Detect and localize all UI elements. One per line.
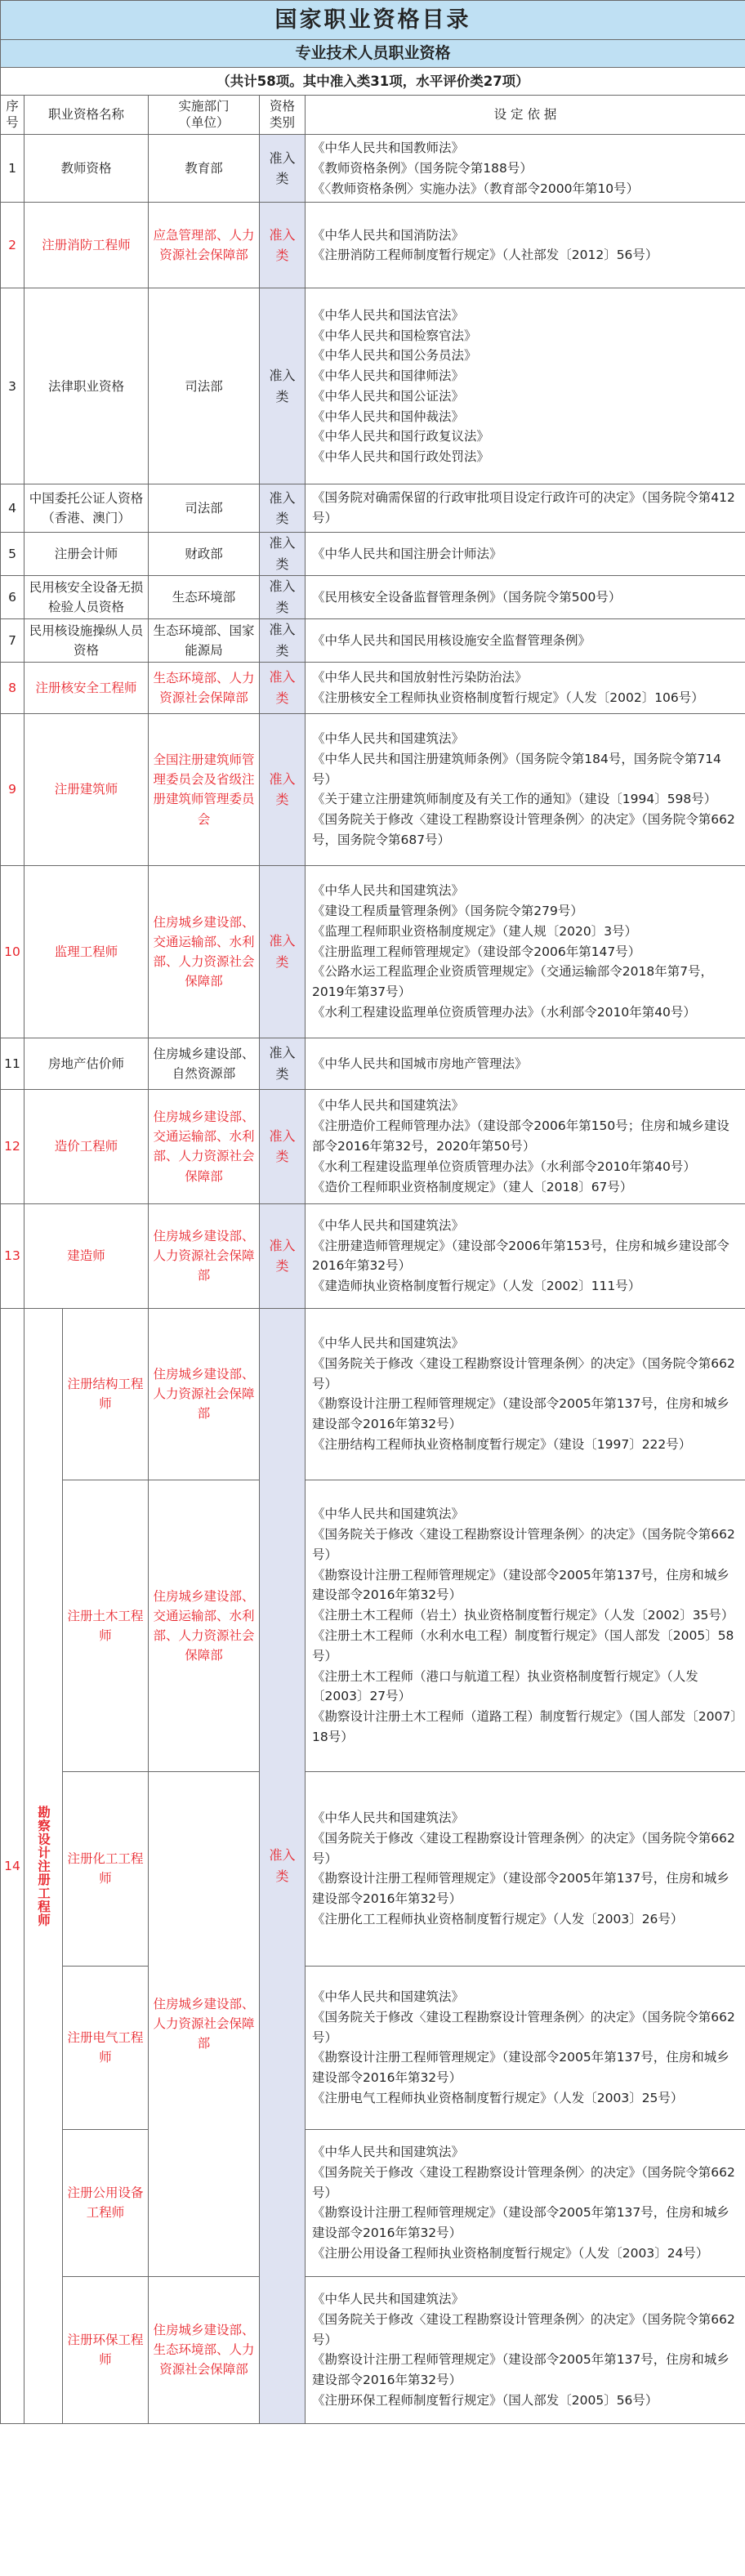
basis-line: 《〈教师资格条例〉实施办法》（教育部令2000年第10号） — [312, 181, 640, 196]
basis-line: 《国务院关于修改〈建设工程勘察设计管理条例〉的决定》（国务院令第662号） — [312, 2009, 735, 2045]
table-row — [1, 865, 745, 1038]
implementing-dept: 生态环境部 — [149, 575, 260, 618]
row-number: 14 — [1, 1308, 25, 2423]
header-no: 序 号 — [1, 96, 25, 135]
table-row — [1, 2129, 745, 2276]
basis-line: 《注册化工工程师执业资格制度暂行规定》（人发〔2003〕26号） — [312, 1912, 684, 1927]
qualification-name: 房地产估价师 — [25, 1038, 149, 1089]
table-row — [1, 662, 745, 713]
implementing-dept: 生态环境部、人力资源社会保障部 — [149, 662, 260, 713]
header-type: 资格 类别 — [260, 96, 306, 135]
table-row — [1, 618, 745, 662]
basis-cell — [306, 2129, 745, 2276]
table-row — [1, 2276, 745, 2423]
basis-line: 《国务院关于修改〈建设工程勘察设计管理条例〉的决定》（国务院令第662号） — [312, 1355, 735, 1391]
basis-line: 《国务院关于修改〈建设工程勘察设计管理条例〉的决定》（国务院令第662号） — [312, 1527, 735, 1562]
header-dept: 实施部门 （单位） — [149, 96, 260, 135]
basis-line: 《注册建造师管理规定》（建设部令2006年第153号，住房和城乡建设部令2016年第32号） — [312, 1238, 729, 1274]
basis-line: 《中华人民共和国建筑法》 — [312, 1217, 465, 1233]
basis-line: 《水利工程建设监理单位资质管理办法》（水利部令2010年第40号） — [312, 1004, 696, 1020]
implementing-dept: 应急管理部、人力资源社会保障部 — [149, 203, 260, 288]
basis-line: 《建设工程质量管理条例》（国务院令第279号） — [312, 903, 583, 918]
basis-line: 《注册造价工程师管理办法》（建设部令2006年第150号；住房和城乡建设部令2016年第32号，2020年第50号） — [312, 1118, 729, 1154]
qualification-name: 民用核安全设备无损检验人员资格 — [25, 575, 149, 618]
implementing-dept: 司法部 — [149, 484, 260, 533]
qualification-name: 注册建筑师 — [25, 713, 149, 865]
table-row — [1, 1038, 745, 1089]
basis-line: 《民用核安全设备监督管理条例》（国务院令第500号） — [312, 589, 622, 605]
row-number: 6 — [1, 575, 25, 618]
table-row — [1, 532, 745, 575]
basis-line: 《建造师执业资格制度暂行规定》（人发〔2002〕111号） — [312, 1279, 641, 1294]
qualification-type: 准入类 — [260, 618, 306, 662]
basis-line: 《中华人民共和国城市房地产管理法》 — [312, 1056, 528, 1071]
header-basis: 设 定 依 据 — [306, 96, 745, 135]
basis-line: 《注册土木工程师（水利水电工程）制度暂行规定》（国人部发〔2005〕58号） — [312, 1627, 734, 1663]
basis-line: 《国务院关于修改〈建设工程勘察设计管理条例〉的决定》（国务院令第662号） — [312, 2164, 735, 2200]
row-number: 8 — [1, 662, 25, 713]
basis-cell — [306, 575, 745, 618]
implementing-dept: 住房城乡建设部、交通运输部、水利部、人力资源社会保障部 — [149, 1089, 260, 1203]
qualification-name: 民用核设施操纵人员资格 — [25, 618, 149, 662]
table-row — [1, 1771, 745, 1966]
implementing-dept: 住房城乡建设部、交通运输部、水利部、人力资源社会保障部 — [149, 865, 260, 1038]
qualification-type: 准入类 — [260, 575, 306, 618]
sub-qualification-name: 注册公用设备工程师 — [63, 2129, 149, 2276]
row-number: 1 — [1, 135, 25, 203]
basis-line: 《中华人民共和国消防法》 — [312, 227, 465, 243]
table-header — [1, 96, 745, 135]
basis-line: 《教师资格条例》（国务院令第188号） — [312, 160, 533, 176]
table-row — [1, 1480, 745, 1771]
qualification-type: 准入类 — [260, 1203, 306, 1308]
qualification-name: 法律职业资格 — [25, 288, 149, 484]
basis-line: 《勘察设计注册工程师管理规定》（建设部令2005年第137号，住房和城乡建设部令2016年第32号） — [312, 1871, 729, 1907]
sub-qualification-name: 注册化工工程师 — [63, 1771, 149, 1966]
implementing-dept: 生态环境部、国家能源局 — [149, 618, 260, 662]
basis-line: 《中华人民共和国放射性污染防治法》 — [312, 670, 528, 685]
basis-line: 《中华人民共和国建筑法》 — [312, 1098, 465, 1114]
qualification-name: 注册消防工程师 — [25, 203, 149, 288]
basis-line: 《注册公用设备工程师执业资格制度暂行规定》（人发〔2003〕24号） — [312, 2246, 709, 2261]
row-number: 3 — [1, 288, 25, 484]
qualification-name: 建造师 — [25, 1203, 149, 1308]
table-row — [1, 1308, 745, 1480]
qualification-type: 准入类 — [260, 288, 306, 484]
table-row — [1, 713, 745, 865]
implementing-dept: 住房城乡建设部、自然资源部 — [149, 1038, 260, 1089]
basis-cell — [306, 1308, 745, 1480]
basis-cell — [306, 1203, 745, 1308]
qualification-name: 中国委托公证人资格（香港、澳门） — [25, 484, 149, 533]
row-number: 10 — [1, 865, 25, 1038]
qualification-type: 准入类 — [260, 662, 306, 713]
row-number: 5 — [1, 532, 25, 575]
basis-line: 《勘察设计注册工程师管理规定》（建设部令2005年第137号，住房和城乡建设部令2016年第32号） — [312, 2050, 729, 2086]
row-number: 7 — [1, 618, 25, 662]
basis-line: 《中华人民共和国建筑法》 — [312, 883, 465, 899]
basis-line: 《中华人民共和国建筑法》 — [312, 1336, 465, 1351]
basis-cell — [306, 203, 745, 288]
basis-line: 《中华人民共和国建筑法》 — [312, 2145, 465, 2160]
basis-line: 《注册核安全工程师执业资格制度暂行规定》（人发〔2002〕106号） — [312, 690, 704, 705]
basis-line: 《中华人民共和国建筑法》 — [312, 1810, 465, 1826]
qualification-type: 准入类 — [260, 484, 306, 533]
basis-line: 《勘察设计注册工程师管理规定》（建设部令2005年第137号，住房和城乡建设部令2016年第32号） — [312, 2205, 729, 2241]
implementing-dept: 住房城乡建设部、交通运输部、水利部、人力资源社会保障部 — [149, 1480, 260, 1771]
basis-line: 《中华人民共和国法官法》 — [312, 307, 465, 323]
page-title: 国家职业资格目录 — [1, 1, 745, 40]
qualification-type: 准入类 — [260, 203, 306, 288]
basis-line: 《中华人民共和国建筑法》 — [312, 731, 465, 747]
basis-line: 《注册土木工程师（岩土）执业资格制度暂行规定》（人发〔2002〕35号） — [312, 1608, 734, 1623]
row-number: 2 — [1, 203, 25, 288]
summary-note: （共计58项。其中准入类31项，水平评价类27项） — [1, 68, 745, 96]
basis-line: 《国务院关于修改〈建设工程勘察设计管理条例〉的决定》（国务院令第662号） — [312, 1830, 735, 1866]
basis-line: 《注册环保工程师制度暂行规定》（国人部发〔2005〕56号） — [312, 2393, 658, 2409]
basis-line: 《勘察设计注册土木工程师（道路工程）制度暂行规定》（国人部发〔2007〕18号） — [312, 1709, 737, 1744]
basis-line: 《监理工程师职业资格制度规定》（建人规〔2020〕3号） — [312, 923, 638, 939]
implementing-dept: 财政部 — [149, 532, 260, 575]
basis-line: 《注册结构工程师执业资格制度暂行规定》（建设〔1997〕222号） — [312, 1437, 692, 1453]
row-number: 12 — [1, 1089, 25, 1203]
basis-line: 《中华人民共和国建筑法》 — [312, 2292, 465, 2307]
implementing-dept: 全国注册建筑师管理委员会及省级注册建筑师管理委员会 — [149, 713, 260, 865]
basis-line: 《注册监理工程师管理规定》（建设部令2006年第147号） — [312, 944, 641, 959]
table-row — [1, 1089, 745, 1203]
table-row — [1, 135, 745, 203]
implementing-dept: 司法部 — [149, 288, 260, 484]
table-row — [1, 484, 745, 533]
basis-line: 《公路水运工程监理企业资质管理规定》（交通运输部令2018年第7号，2019年第37号） — [312, 964, 714, 1000]
qualification-name: 教师资格 — [25, 135, 149, 203]
qualification-type: 准入类 — [260, 1089, 306, 1203]
basis-line: 《中华人民共和国律师法》 — [312, 368, 465, 384]
basis-line: 《中华人民共和国注册会计师法》 — [312, 546, 502, 561]
basis-cell — [306, 1480, 745, 1771]
basis-cell — [306, 1771, 745, 1966]
basis-line: 《勘察设计注册工程师管理规定》（建设部令2005年第137号，住房和城乡建设部令2016年第32号） — [312, 1396, 729, 1432]
basis-line: 《国务院关于修改〈建设工程勘察设计管理条例〉的决定》（国务院令第662号） — [312, 2311, 735, 2347]
basis-line: 《关于建立注册建筑师制度及有关工作的通知》（建设〔1994〕598号） — [312, 792, 717, 807]
basis-line: 《中华人民共和国建筑法》 — [312, 1989, 465, 2005]
table-body — [1, 135, 745, 2424]
basis-cell — [306, 288, 745, 484]
basis-cell — [306, 2276, 745, 2423]
table-row — [1, 1203, 745, 1308]
basis-line: 《注册消防工程师制度暂行规定》（人社部发〔2012〕56号） — [312, 248, 658, 263]
basis-line: 《中华人民共和国行政处罚法》 — [312, 449, 490, 465]
basis-line: 《中华人民共和国检察官法》 — [312, 328, 477, 343]
qualification-type: 准入类 — [260, 865, 306, 1038]
row-number: 11 — [1, 1038, 25, 1089]
basis-cell — [306, 1089, 745, 1203]
basis-line: 《国务院对确需保留的行政审批项目设定行政许可的决定》（国务院令第412号） — [312, 490, 735, 526]
implementing-dept: 住房城乡建设部、人力资源社会保障部 — [149, 1308, 260, 1480]
basis-line: 《注册电气工程师执业资格制度暂行规定》（人发〔2003〕25号） — [312, 2091, 684, 2106]
basis-line: 《中华人民共和国公务员法》 — [312, 348, 477, 364]
basis-line: 《中华人民共和国民用核设施安全监督管理条例》 — [312, 632, 591, 648]
basis-line: 《中华人民共和国行政复议法》 — [312, 429, 490, 444]
table-row — [1, 1966, 745, 2129]
qualification-name: 监理工程师 — [25, 865, 149, 1038]
basis-cell — [306, 713, 745, 865]
basis-line: 《造价工程师职业资格制度规定》（建人〔2018〕67号） — [312, 1179, 633, 1194]
qualification-type: 准入类 — [260, 713, 306, 865]
implementing-dept: 住房城乡建设部、人力资源社会保障部 — [149, 1203, 260, 1308]
table-row — [1, 288, 745, 484]
basis-line: 《勘察设计注册工程师管理规定》（建设部令2005年第137号，住房和城乡建设部令2016年第32号） — [312, 1567, 729, 1603]
implementing-dept: 住房城乡建设部、生态环境部、人力资源社会保障部 — [149, 2276, 260, 2423]
qualification-name: 注册会计师 — [25, 532, 149, 575]
qualification-type: 准入类 — [260, 532, 306, 575]
header-name: 职业资格名称 — [25, 96, 149, 135]
basis-cell — [306, 1966, 745, 2129]
basis-line: 《国务院关于修改〈建设工程勘察设计管理条例〉的决定》（国务院令第662号，国务院令第687号） — [312, 812, 735, 848]
qualification-name: 造价工程师 — [25, 1089, 149, 1203]
row-number: 9 — [1, 713, 25, 865]
basis-line: 《中华人民共和国公证法》 — [312, 388, 465, 404]
sub-qualification-name: 注册结构工程师 — [63, 1308, 149, 1480]
implementing-dept: 住房城乡建设部、人力资源社会保障部 — [149, 1771, 260, 2276]
row-number: 4 — [1, 484, 25, 533]
qualification-type: 准入类 — [260, 1308, 306, 2423]
basis-cell — [306, 135, 745, 203]
qualification-type: 准入类 — [260, 1038, 306, 1089]
row-number: 13 — [1, 1203, 25, 1308]
sub-qualification-name: 注册土木工程师 — [63, 1480, 149, 1771]
basis-cell — [306, 1038, 745, 1089]
group-name-text: 勘察设计注册工程师 — [36, 1805, 51, 1927]
table-row — [1, 203, 745, 288]
section-subtitle: 专业技术人员职业资格 — [1, 40, 745, 68]
sub-qualification-name: 注册电气工程师 — [63, 1966, 149, 2129]
basis-line: 《中华人民共和国建筑法》 — [312, 1507, 465, 1522]
implementing-dept: 教育部 — [149, 135, 260, 203]
basis-line: 《注册土木工程师（港口与航道工程）执业资格制度暂行规定》（人发〔2003〕27号） — [312, 1668, 698, 1704]
basis-cell — [306, 532, 745, 575]
basis-line: 《中华人民共和国注册建筑师条例》（国务院令第184号，国务院令第714号） — [312, 751, 721, 787]
basis-cell — [306, 484, 745, 533]
basis-line: 《水利工程建设监理单位资质管理办法》（水利部令2010年第40号） — [312, 1159, 696, 1174]
basis-cell — [306, 618, 745, 662]
basis-line: 《中华人民共和国仲裁法》 — [312, 408, 465, 424]
qualification-name: 注册核安全工程师 — [25, 662, 149, 713]
basis-line: 《勘察设计注册工程师管理规定》（建设部令2005年第137号，住房和城乡建设部令2016年第32号） — [312, 2352, 729, 2388]
sub-qualification-name: 注册环保工程师 — [63, 2276, 149, 2423]
basis-line: 《中华人民共和国教师法》 — [312, 141, 465, 155]
table-row — [1, 575, 745, 618]
basis-cell — [306, 865, 745, 1038]
basis-cell — [306, 662, 745, 713]
group-name — [25, 1308, 63, 2423]
qualification-type: 准入类 — [260, 135, 306, 203]
